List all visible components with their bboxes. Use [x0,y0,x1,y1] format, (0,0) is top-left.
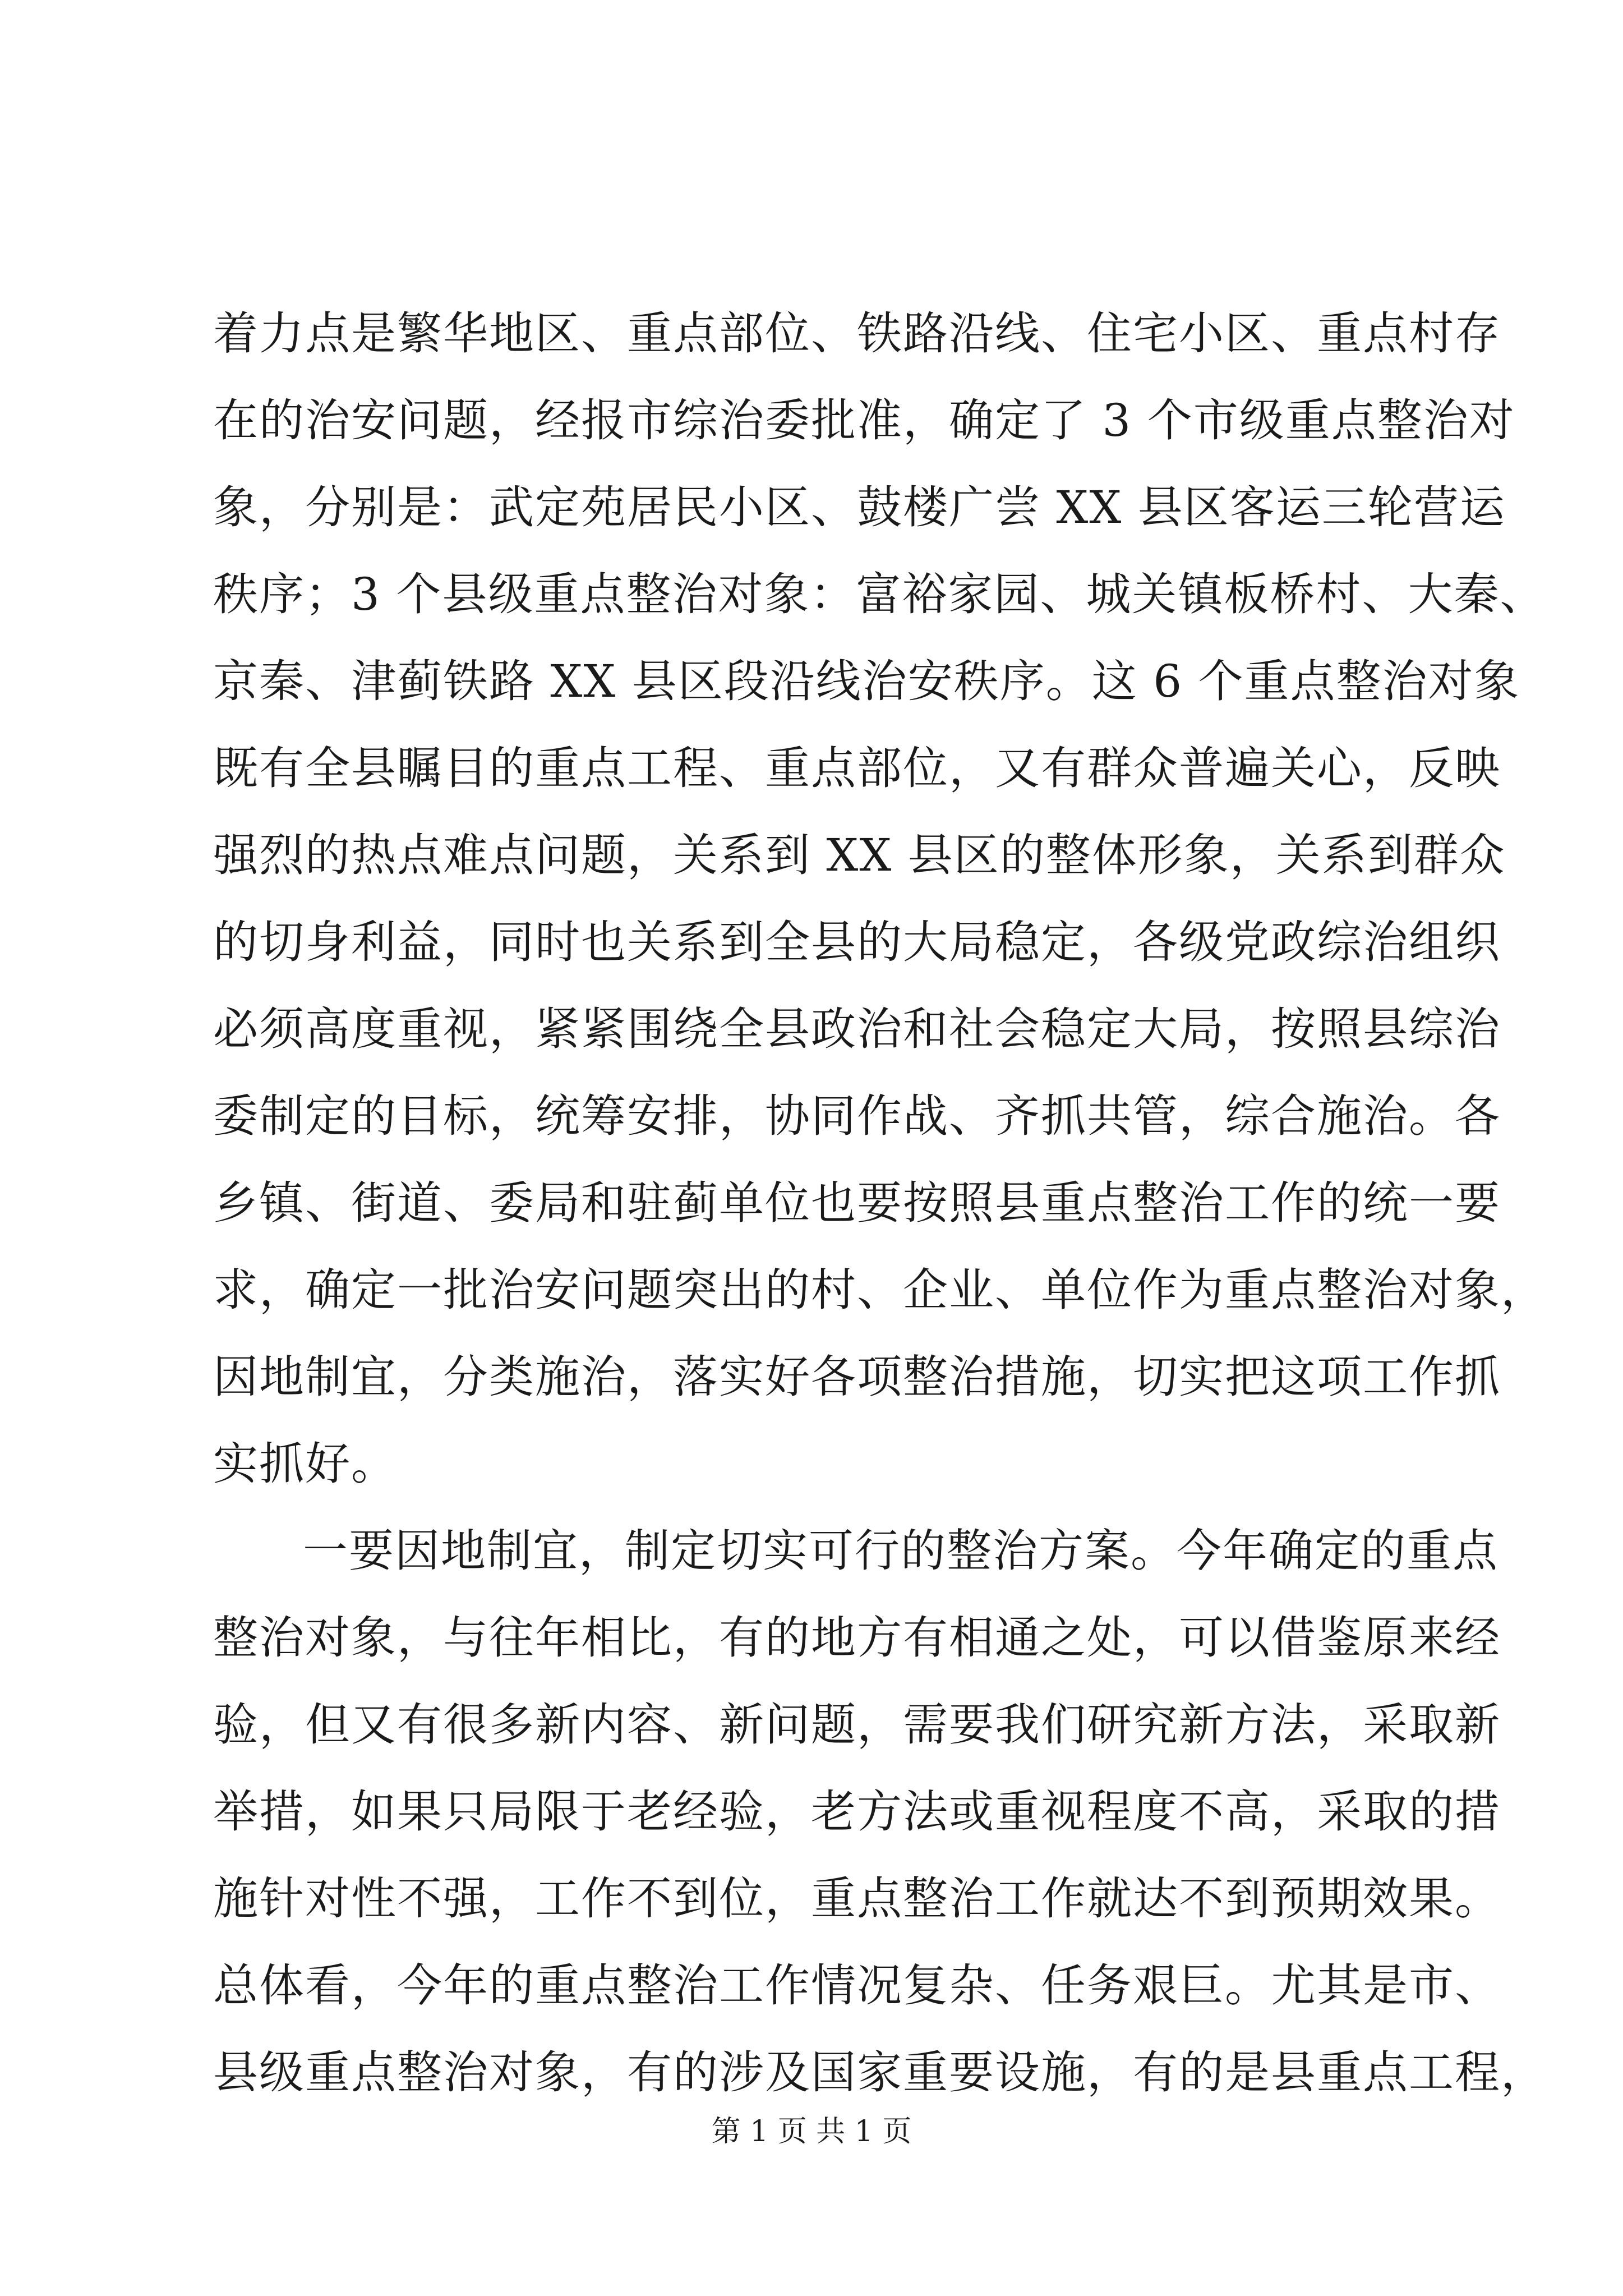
text-line: 委制定的目标，统筹安排，协同作战、齐抓共管，综合施治。各 [213,1090,1501,1142]
paragraph-first-line: 一要因地制宜，制定切实可行的整治方案。今年确定的重点 [303,1525,1498,1577]
text-line: 施针对性不强，工作不到位，重点整治工作就达不到预期效果。 [213,1872,1501,1925]
text-line: 的切身利益，同时也关系到全县的大局稳定，各级党政综治组织 [213,916,1501,968]
text-line: 必须高度重视，紧紧围绕全县政治和社会稳定大局，按照县综治 [213,1003,1501,1055]
text-line: 县级重点整治对象，有的涉及国家重要设施，有的是县重点工程， [213,2046,1547,2099]
text-line: 京秦、津蓟铁路 XX 县区段沿线治安秩序。这 6 个重点整治对象 [213,655,1520,707]
text-line: 秩序；3 个县级重点整治对象：富裕家园、城关镇板桥村、大秦、 [213,568,1546,620]
text-line: 象，分别是：武定苑居民小区、鼓楼广尝 XX 县区客运三轮营运 [213,481,1506,533]
page-number-label: 第 1 页 共 1 页 [711,2115,912,2148]
text-line: 举措，如果只局限于老经验，老方法或重视程度不高，采取的措 [213,1786,1501,1838]
text-line: 实抓好。 [213,1438,397,1490]
text-line: 既有全县瞩目的重点工程、重点部位，又有群众普遍关心，反映 [213,742,1501,794]
text-line: 整治对象，与往年相比，有的地方有相通之处，可以借鉴原来经 [213,1612,1501,1664]
page-footer [0,2109,1623,2154]
text-line: 总体看，今年的重点整治工作情况复杂、任务艰巨。尤其是市、 [213,1959,1501,2012]
text-line: 强烈的热点难点问题，关系到 XX 县区的整体形象，关系到群众 [213,829,1506,881]
text-line: 着力点是繁华地区、重点部位、铁路沿线、住宅小区、重点村存 [213,307,1501,360]
text-line: 在的治安问题，经报市综治委批准，确定了 3 个市级重点整治对 [213,394,1515,447]
text-line: 乡镇、街道、委局和驻蓟单位也要按照县重点整治工作的统一要 [213,1177,1501,1229]
text-line: 因地制宜，分类施治，落实好各项整治措施，切实把这项工作抓 [213,1351,1501,1403]
text-line: 求，确定一批治安问题突出的村、企业、单位作为重点整治对象， [213,1264,1547,1316]
text-line: 验，但又有很多新内容、新问题，需要我们研究新方法，采取新 [213,1699,1501,1751]
